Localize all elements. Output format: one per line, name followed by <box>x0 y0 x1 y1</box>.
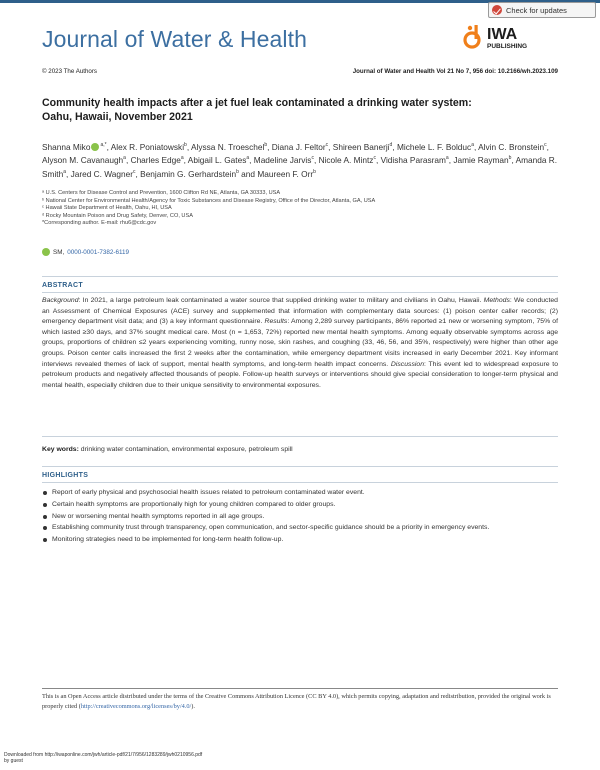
author-affiliation-mark: d <box>389 142 393 148</box>
author-affiliation-mark: c <box>325 142 329 148</box>
abstract-rule-bottom <box>42 292 558 293</box>
abstract-heading: ABSTRACT <box>42 282 83 289</box>
author-affiliation-mark: c <box>373 155 376 162</box>
abstract-discussion: : This event led to widespread exposure to petroleum products and negatively affected thousands of people. Follow-up health surveys or interventions should give special consideration to longer-term physical and mental health, especially children due to their unique sensitivity to environmental exposures. <box>42 360 558 389</box>
orcid-line <box>42 248 129 256</box>
highlights-rule-bottom <box>42 482 558 483</box>
iwa-logo-word2: PUBLISHING <box>487 43 528 50</box>
abstract-text <box>42 296 558 391</box>
copyright-notice: © 2023 The Authors <box>42 68 98 75</box>
author-name: Maureen F. Orr <box>257 168 314 179</box>
license-notice <box>42 692 558 712</box>
article-title <box>42 96 562 124</box>
highlights-list <box>42 488 558 547</box>
check-updates-label: Check for updates <box>506 5 567 15</box>
check-updates-icon <box>492 5 502 15</box>
check-for-updates-button[interactable] <box>488 2 596 18</box>
orcid-icon[interactable] <box>91 143 99 151</box>
author-affiliation-mark: b <box>508 155 512 162</box>
author-name: Jamie Rayman <box>453 155 509 166</box>
author-affiliation-mark: c <box>133 168 136 175</box>
author-affiliation-mark: b <box>313 168 316 175</box>
author-name: Alex R. Poniatowski <box>110 141 185 152</box>
author-affiliation-mark: a <box>123 155 126 162</box>
author-name: Abigail L. Gates <box>187 155 247 166</box>
author-name: Amanda R. Smith <box>42 155 558 179</box>
download-notice <box>4 752 304 764</box>
author-affiliation-mark: c <box>311 155 314 162</box>
author-list: Shanna Miko $^{a,*}$, Alex R. Poniatowski$^b$, Alyssa N. Troeschel$^b$, Diana J. Feltor$^c$, Shireen Banerji$^d$, Michele L. F. Bolduc$^a$, Alvin C. Bronstein$^c$, Alyson M. Cavanaugh$^a$, Charles Edge$^a$, Abigail L. Gates$^a$, Madeline Jarvis$^c$, Nicole A. Mintz$^c$, Vidisha Parasram$^a$, Jamie Rayman$^b$, Amanda R. Smith$^a$, Jared C. Wagner$^c$, Benjamin G. Gerhardstein$^b$ and Maureen F. Orr$^b$ <box>42 141 558 179</box>
affiliation-line: *Corresponding author. E-mail: rhu6@cdc.gov <box>42 220 157 227</box>
download-line1: Downloaded from http://iwaponline.com/jwh/article-pdf/21/7/956/1283289/jwh0210956.pdf <box>4 752 203 758</box>
highlights-heading: HIGHLIGHTS <box>42 472 89 479</box>
author-name: Vidisha Parasram <box>380 155 446 166</box>
journal-title: Journal of Water & Health <box>42 26 307 52</box>
iwa-publishing-logo <box>460 22 570 52</box>
affiliation-line: ᵃ U.S. Centers for Disease Control and Prevention, 1600 Clifton Rd NE, Atlanta, GA 30333, USA <box>42 190 281 196</box>
author-affiliation-mark: a <box>445 155 449 162</box>
affiliations <box>42 190 562 228</box>
iwa-logo-word1: IWA <box>487 26 518 43</box>
author-name: Alyssa N. Troeschel <box>190 141 265 152</box>
author-name: Michele L. F. Bolduc <box>396 141 472 152</box>
author-affiliation-mark: b <box>236 168 239 175</box>
author-name: Alvin C. Bronstein <box>478 141 545 152</box>
affiliation-line: ᵇ National Center for Environmental Health/Agency for Toxic Substances and Disease Registry, Office of the Director, Atlanta, GA, USA <box>42 197 376 204</box>
orcid-icon <box>42 248 50 256</box>
author-name: Diana J. Feltor <box>271 141 326 152</box>
citation-line: Journal of Water and Health Vol 21 No 7, 956 doi: 10.2166/wh.2023.109 <box>352 68 558 75</box>
author-name: Charles Edge <box>130 155 181 166</box>
orcid-link[interactable]: 0000-0001-7382-6119 <box>67 248 130 256</box>
highlights-rule-top <box>42 466 558 467</box>
keywords-rule <box>42 436 558 437</box>
orcid-initials: SM, <box>53 248 65 256</box>
author-name: Shireen Banerji <box>332 141 390 152</box>
abstract-results-label: Results <box>264 318 288 326</box>
author-name: Madeline Jarvis <box>253 155 312 166</box>
author-affiliation-mark: a <box>246 155 250 162</box>
author-name: Benjamin G. Gerhardstein <box>140 168 237 179</box>
author-affiliation-mark: b <box>184 142 187 148</box>
author-affiliation-mark: a,* <box>100 142 107 148</box>
abstract-background-label: Background <box>42 297 79 304</box>
highlight-item: Report of early physical and psychosocial health issues related to petroleum contaminated water event. <box>42 488 558 498</box>
affiliation-line: ᵈ Rocky Mountain Poison and Drug Safety, Denver, CO, USA <box>42 212 193 219</box>
author-name: Shanna Miko <box>42 141 91 152</box>
article-title-line1: Community health impacts after a jet fuel leak contaminated a drinking water system: <box>42 97 472 109</box>
abstract-methods: : We conducted an Assessment of Chemical Exposures (ACE) survey and supplemented that information with complementary data sources: (1) poison center caller records; (2) emergency department visit data; and (3) a key informant questionnaire. <box>42 297 558 326</box>
abstract-background: : In 2021, a large petroleum leak contaminated a water source that supplied drinking water to military and civilians in Oahu, Hawaii. <box>78 297 484 304</box>
article-title-line2: Oahu, Hawaii, November 2021 <box>42 111 193 123</box>
author-affiliation-mark: a <box>63 168 66 175</box>
iwa-emblem-icon <box>465 25 479 47</box>
author-name: Nicole A. Mintz <box>318 155 374 166</box>
license-text-start: This is an Open Access article distributed under the terms of the Creative Commons Attribution Licence (CC BY 4.0), which permits copying, adaptation and redistribution, provided the original work is properly cited ( <box>42 693 551 710</box>
abstract-discussion-label: Discussion <box>390 360 424 368</box>
affiliation-line: ᶜ Hawaii State Department of Health, Oahu, HI, USA <box>42 205 172 212</box>
keywords-label: Key words: <box>42 446 79 453</box>
highlight-item: Certain health symptoms are proportionally high for young children compared to older groups. <box>42 500 558 510</box>
abstract-results: : Among 2,289 survey participants, 86% reported ≥1 new or worsening symptom, 75% of which lasted ≥30 days, and 37% sought medical care. Most (n = 1,653, 72%) reported new mental health symptoms. Among equally observable symptoms across age groups, proportions of children ≤2 years experiencing vomiting, runny nose, skin rashes, and coughing (33, 46, 56, and 35%, respectively) were higher than other age groups. Poison center calls increased the first 2 weeks after the contamination, while emergency department visits increased in early December 2021. Key informant interviews revealed themes of lack of support, mental health symptoms, and long-term health impact concerns. <box>42 318 558 368</box>
author-affiliation-mark: a <box>180 155 184 162</box>
abstract-methods-label: Methods <box>483 297 510 304</box>
author-name: Alyson M. Cavanaugh <box>42 155 124 166</box>
keywords-text: drinking water contamination, environmental exposure, petroleum spill <box>80 446 293 453</box>
author-affiliation-mark: a <box>471 142 474 148</box>
highlight-item: New or worsening mental health symptoms reported in all age groups. <box>42 512 558 522</box>
license-link[interactable]: http://creativecommons.org/licenses/by/4.0/ <box>80 703 192 710</box>
keywords <box>42 446 558 453</box>
highlight-item: Monitoring strategies need to be implemented for long-term health follow-up. <box>42 535 558 545</box>
abstract-rule-top <box>42 276 558 277</box>
download-line2: by guest <box>4 758 23 764</box>
highlight-item: Establishing community trust through transparency, open communication, and sector-specific guidance should be a priority in emergency events. <box>42 523 558 533</box>
author-name: Jared C. Wagner <box>70 168 134 179</box>
author-affiliation-mark: c <box>544 142 547 148</box>
license-rule <box>42 688 558 689</box>
author-affiliation-mark: b <box>264 142 268 148</box>
license-text-end: ). <box>191 703 195 710</box>
